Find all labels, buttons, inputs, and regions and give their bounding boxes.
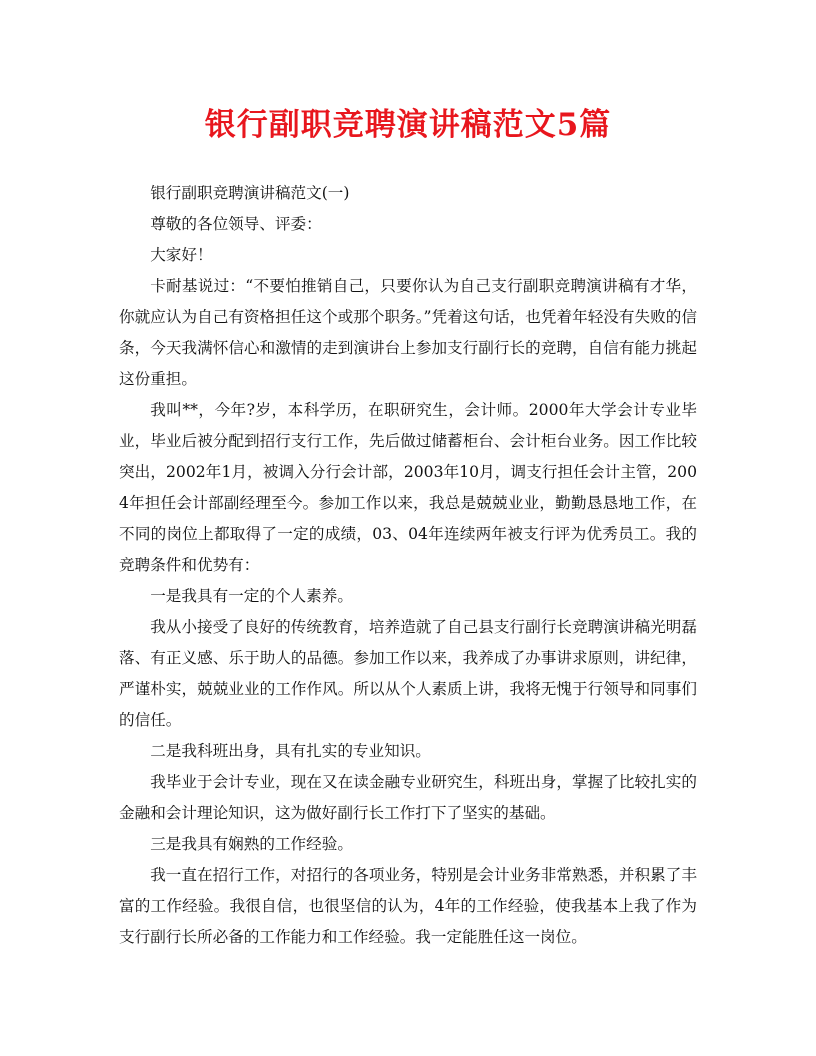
body-paragraph: 我从小接受了良好的传统教育，培养造就了自己县支行副行长竞聘演讲稿光明磊落、有正义感、乐于助人的品德。参加工作以来，我养成了办事讲求原则，讲纪律，严谨朴实，兢兢业业的工作作风。所以从个人素质上讲，我将无愧于行领导和同事们的信任。 [119,618,697,729]
point-heading: 三是我具有娴熟的工作经验。 [150,835,353,853]
point-heading: 一是我具有一定的个人素养。 [150,587,353,605]
body-paragraph: 我毕业于会计专业，现在又在读金融专业研究生，科班出身，掌握了比较扎实的金融和会计理论知识，这为做好副行长工作打下了坚实的基础。 [119,773,697,822]
page-title: 银行副职竞聘演讲稿范文5篇 [204,107,612,143]
greeting: 大家好！ [150,246,213,264]
body-paragraph: 我叫**，今年?岁，本科学历，在职研究生，会计师。2000年大学会计专业毕业，毕业后被分配到招行支行工作，先后做过储蓄柜台、会计柜台业务。因工作比较突出，2002年1月，被调入分行会计部，2003年10月，调支行担任会计主管，2004年担任会计部副经理至今。参加工作以来，我总是兢兢业业，勤勤恳恳地工作，在不同的岗位上都取得了一定的成绩，03、04年连续两年被支行评为优秀员工。我的竞聘条件和优势有： [119,401,697,574]
point-heading: 二是我科班出身，具有扎实的专业知识。 [150,742,431,760]
salutation: 尊敬的各位领导、评委： [150,215,322,233]
body-paragraph: 我一直在招行工作，对招行的各项业务，特别是会计业务非常熟悉，并积累了丰富的工作经验。我很自信，也很坚信的认为，4年的工作经验，使我基本上我了作为支行副行长所必备的工作能力和工作经验。我一定能胜任这一岗位。 [119,866,697,946]
body-paragraph: 卡耐基说过：“不要怕推销自己，只要你认为自己支行副职竞聘演讲稿有才华，你就应认为自己有资格担任这个或那个职务。”凭着这句话，也凭着年轻没有失败的信条，今天我满怀信心和激情的走到演讲台上参加支行副行长的竞聘，自信有能力挑起这份重担。 [119,277,697,388]
document-body [119,178,697,953]
section-heading: 银行副职竞聘演讲稿范文(一) [150,184,350,202]
document-page [119,100,697,953]
